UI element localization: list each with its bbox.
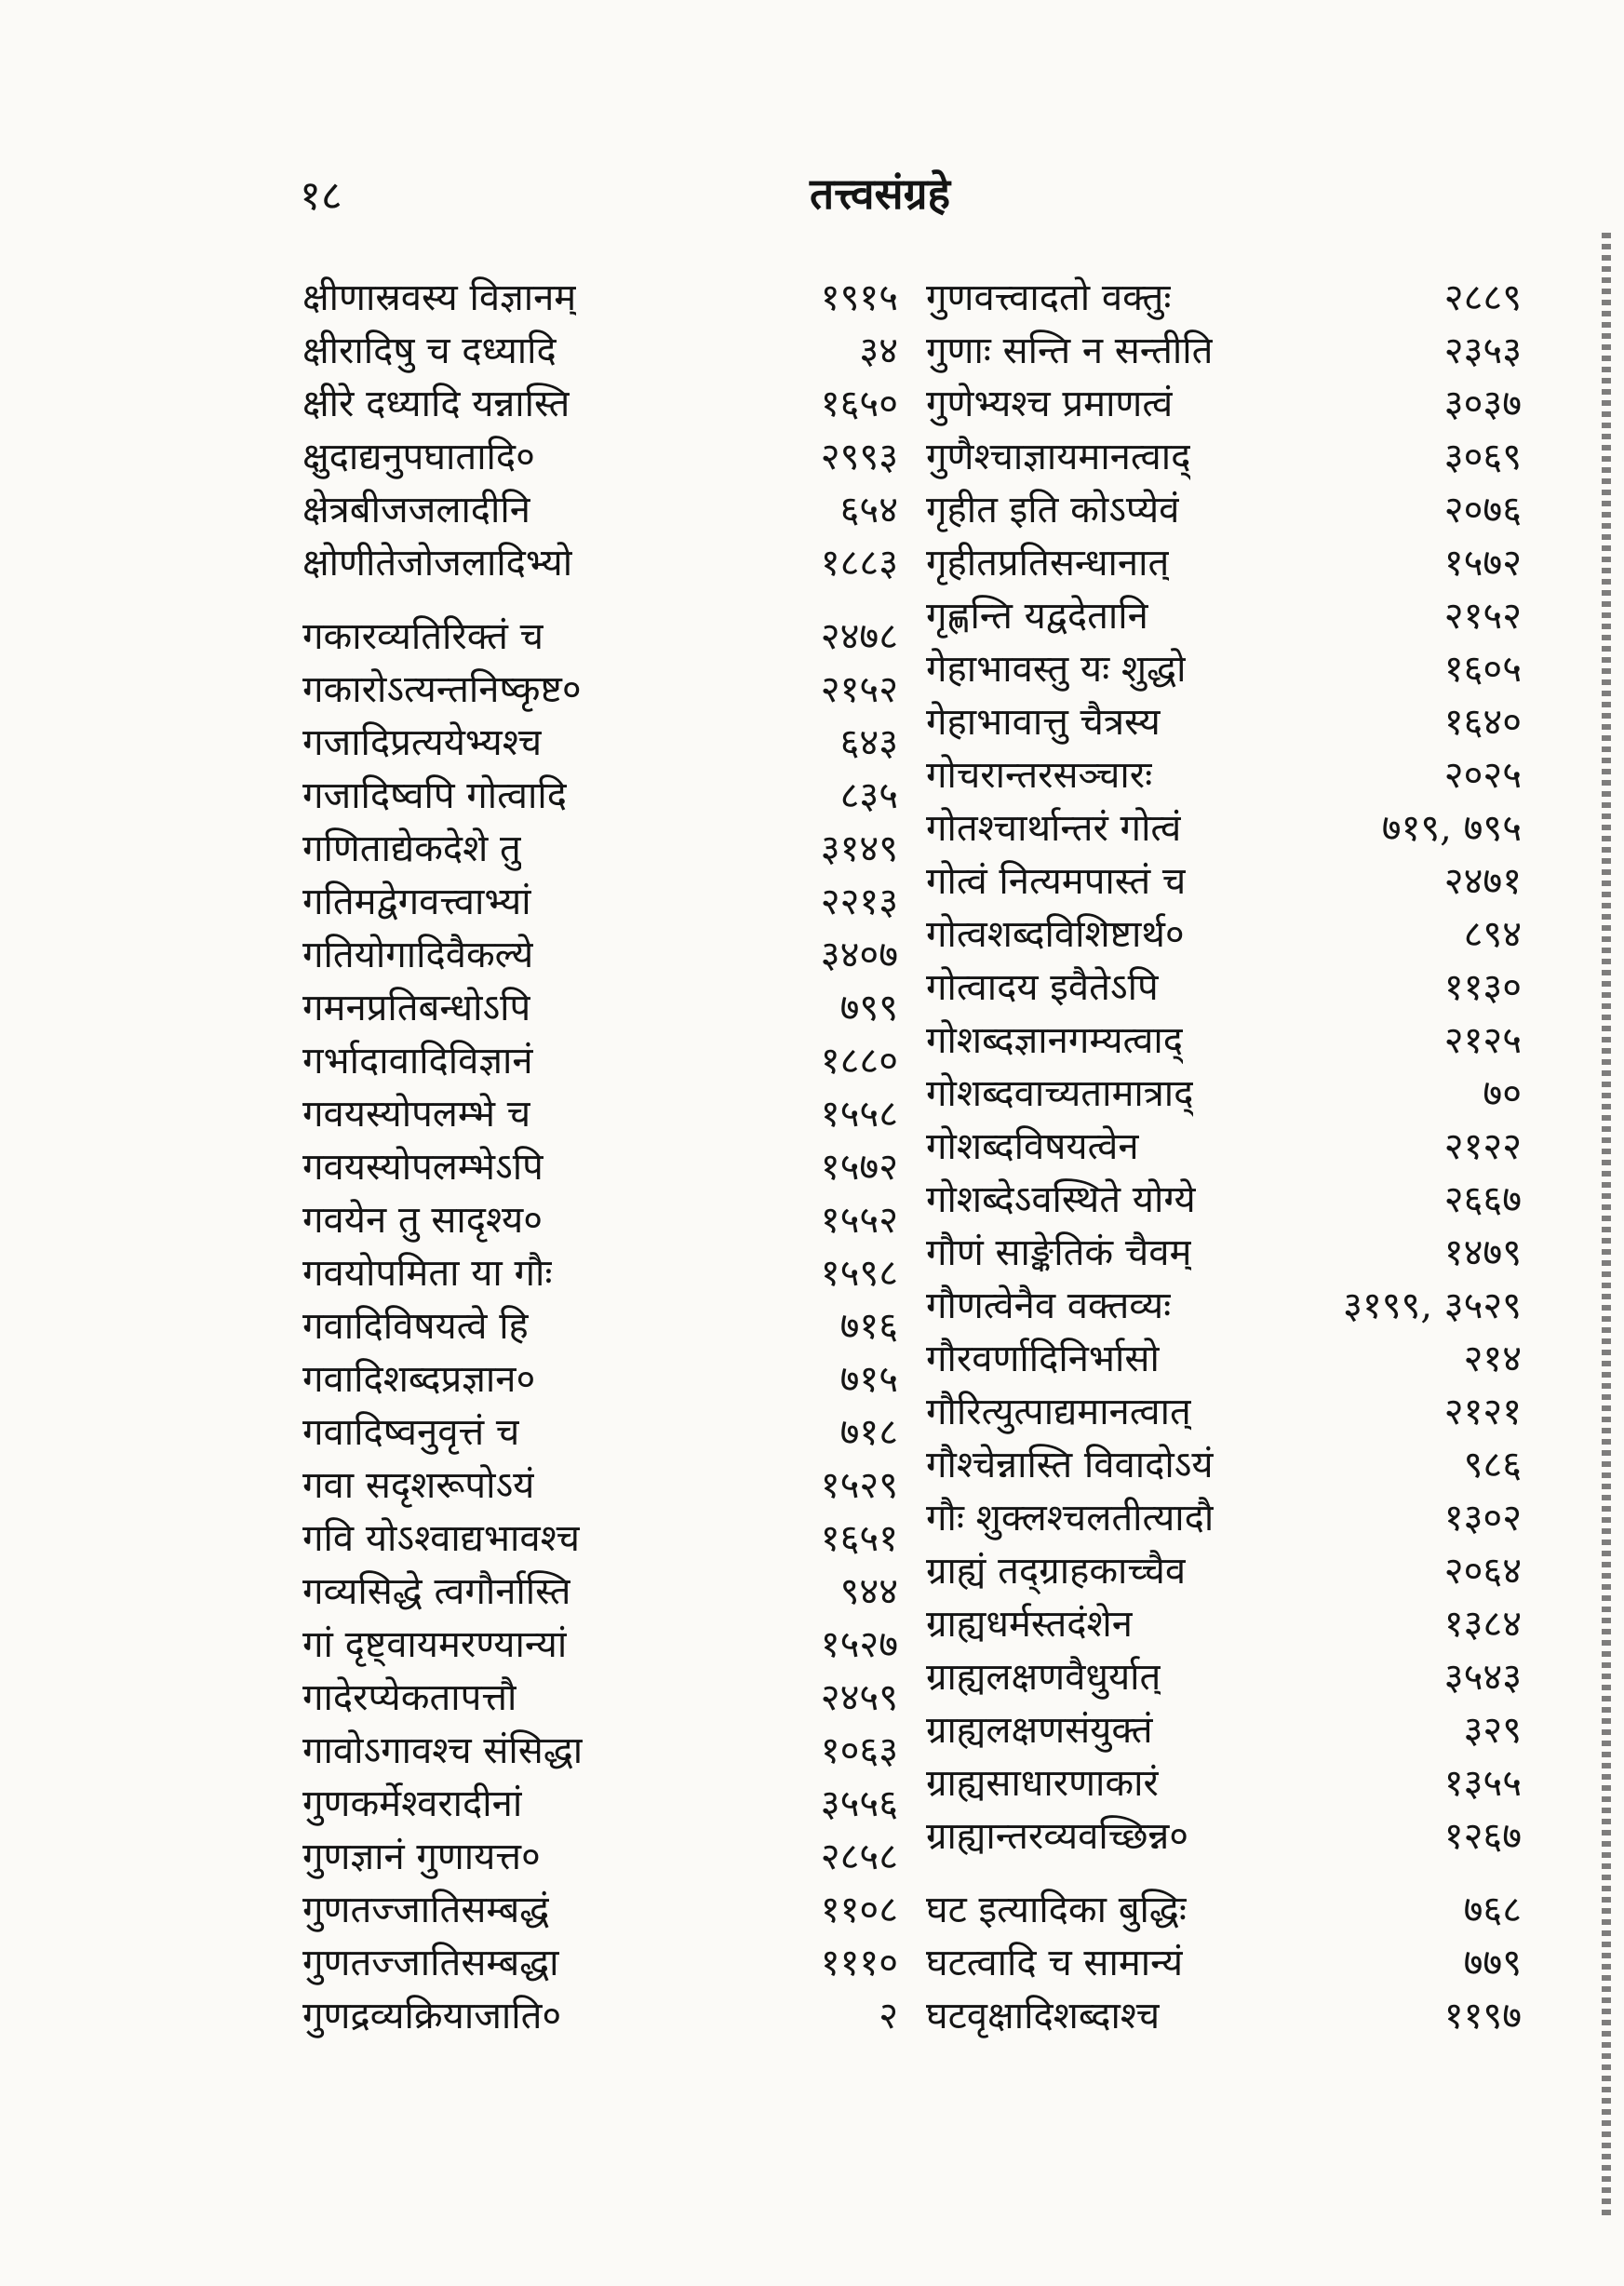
index-entry [302,1406,898,1459]
entry-term: गृहीत इति कोऽप्येवं [926,489,1180,531]
index-entry [926,1884,1522,1937]
entry-term: गोत्वशब्दविशिष्टार्थ० [926,913,1185,956]
entry-term: गवि योऽश्वाद्यभावश्च [302,1517,580,1560]
index-entry [926,855,1522,908]
entry-term: गुणेभ्यश्च प्रमाणत्वं [926,383,1174,425]
entry-term: गर्भादावादिविज्ञानं [302,1040,533,1082]
entry-term: गवादिशब्दप्रज्ञान० [302,1358,536,1401]
index-entry [926,1492,1522,1545]
index-entry [302,325,898,378]
entry-term: क्षेत्रबीजजलादीनि [302,489,530,531]
index-entry [302,929,898,982]
entry-verse-number: ३०६९ [1443,436,1522,478]
entry-verse-number: ३५५६ [820,1782,898,1825]
entry-term: घटत्वादि च सामान्यं [926,1942,1184,1984]
entry-verse-number: २४५९ [820,1676,898,1719]
entry-term: गोचरान्तरसञ्चारः [926,754,1153,797]
index-entry [926,1121,1522,1174]
page-number: १८ [300,172,342,220]
entry-term: गोशब्दविषयत्वेन [926,1125,1139,1168]
entry-term: गौरवर्णादिनिर्भासो [926,1338,1160,1380]
index-entry [302,1831,898,1884]
index-entry [302,982,898,1035]
index-entry [302,611,898,664]
entry-term: गौः शुक्लश्चलतीत्यादौ [926,1497,1215,1540]
entry-verse-number: ९८६ [1463,1444,1522,1486]
entry-verse-number: २१२५ [1443,1019,1522,1062]
entry-verse-number: ६५४ [839,489,898,531]
entry-term: ग्राह्यलक्षणसंयुक्तं [926,1709,1153,1752]
index-entry [926,643,1522,696]
index-entry [926,1545,1522,1598]
entry-verse-number: ७१८ [839,1411,898,1454]
entry-term: गोशब्दज्ञानगम्यत्वाद् [926,1019,1183,1062]
entry-verse-number: १०६३ [820,1729,898,1772]
entry-verse-number: २१२१ [1443,1391,1522,1433]
entry-term: गतिमद्वेगवत्त्वाभ्यां [302,881,531,923]
entry-term: गवयस्योपलम्भे च [302,1093,531,1136]
entry-term: गौणत्वेनैव वक्तव्यः [926,1284,1172,1327]
entry-verse-number: २०६४ [1443,1550,1522,1593]
index-entry [302,1247,898,1300]
entry-term: गोतश्चार्थान्तरं गोत्वं [926,807,1182,850]
index-entry [302,1194,898,1247]
index-entry [302,1672,898,1725]
entry-term: गावोऽगावश्च संसिद्धा [302,1729,584,1772]
entry-verse-number: ३१९९, ३५२९ [1343,1284,1522,1327]
entry-verse-number: ७१९, ७९५ [1381,807,1522,850]
entry-verse-number: ३५४३ [1443,1656,1522,1699]
entry-term: गजादिष्वपि गोत्वादि [302,774,567,817]
index-entry [926,537,1522,590]
index-entry [302,1990,898,2043]
entry-verse-number: ७० [1483,1072,1522,1115]
entry-term: गणिताद्येकदेशे तु [302,827,521,870]
index-entry [926,1015,1522,1068]
index-entry [926,1174,1522,1227]
entry-verse-number: ९४४ [839,1570,898,1613]
index-entry [302,378,898,431]
entry-term: गजादिप्रत्ययेभ्यश्च [302,721,543,764]
entry-term: गवा सदृशरूपोऽयं [302,1464,535,1507]
entry-verse-number: १५५२ [820,1199,898,1242]
entry-term: गमनप्रतिबन्धोऽपि [302,987,531,1029]
entry-verse-number: १८८३ [820,542,898,585]
entry-verse-number: १८८० [820,1040,898,1082]
index-entry [926,1280,1522,1333]
index-entry [926,431,1522,484]
entry-verse-number: ३०३७ [1443,383,1522,425]
index-entry [926,1439,1522,1492]
entry-term: क्षीणास्रवस्य विज्ञानम् [302,276,577,319]
index-entry [302,664,898,717]
entry-verse-number: १५२७ [820,1623,898,1666]
index-entry [302,1725,898,1778]
index-entry [302,1353,898,1406]
index-entry [302,1300,898,1353]
index-entry [302,876,898,929]
entry-verse-number: १५७२ [820,1146,898,1189]
running-head-title: तत्त्वसंग्रहे [810,168,951,219]
index-entry [926,1704,1522,1757]
index-entry [926,272,1522,325]
entry-verse-number: १५५८ [820,1093,898,1136]
entry-verse-number: ८९४ [1463,913,1522,956]
index-entry [926,1757,1522,1810]
entry-term: गां दृष्ट्वायमरण्यान्यां [302,1623,568,1666]
entry-term: गतियोगादिवैकल्ये [302,934,534,976]
index-entry [302,1035,898,1088]
entry-term: गुणतज्जातिसम्बद्धं [302,1889,550,1931]
entry-term: गव्यसिद्धे त्वगौर्नास्ति [302,1570,571,1613]
index-entry [926,1333,1522,1386]
entry-term: ग्राह्यं तद्ग्राहकाच्चैव [926,1550,1187,1593]
entry-verse-number: २६६७ [1443,1178,1522,1221]
index-entry [302,1566,898,1619]
index-entry [302,484,898,537]
entry-term: गवादिविषयत्वे हि [302,1305,529,1348]
index-entry [302,1884,898,1937]
index-entry [302,770,898,823]
entry-term: गृह्णन्ति यद्वदेतानि [926,595,1148,638]
entry-verse-number: २ [879,1995,898,2037]
entry-verse-number: २१५२ [1443,595,1522,638]
entry-term: गेहाभावस्तु यः शुद्धो [926,648,1187,691]
entry-verse-number: ७७९ [1463,1942,1522,1984]
entry-term: गुणकर्मेश्वरादीनां [302,1782,523,1825]
index-entry [926,1227,1522,1280]
index-entry [302,1937,898,1990]
index-column-right [926,272,1522,2043]
entry-verse-number: ३४ [859,329,898,372]
entry-term: घटवृक्षादिशब्दाश्च [926,1995,1161,2037]
entry-term: ग्राह्यलक्षणवैधुर्यात् [926,1656,1161,1699]
index-entry [302,272,898,325]
entry-term: गुणद्रव्यक्रियाजाति० [302,1995,562,2037]
index-group-gu-gra [926,272,1522,1863]
index-entry [302,717,898,770]
entry-term: गुणाः सन्ति न सन्तीति [926,329,1214,372]
index-entry [926,484,1522,537]
entry-term: ग्राह्यधर्मस्तदंशेन [926,1603,1133,1646]
entry-term: गेहाभावात्तु चैत्रस्य [926,701,1161,744]
index-entry [926,961,1522,1015]
entry-term: ग्राह्यान्तरव्यवच्छिन्न० [926,1815,1189,1858]
entry-term: गौश्चेन्नास्ति विवादोऽयं [926,1444,1214,1486]
index-entry [926,325,1522,378]
entry-verse-number: २८८९ [1443,276,1522,319]
entry-verse-number: २०२५ [1443,754,1522,797]
entry-verse-number: ३२९ [1463,1709,1522,1752]
entry-verse-number: ७९९ [839,987,898,1029]
entry-verse-number: २४७८ [820,615,898,658]
index-entry [926,1651,1522,1704]
entry-term: गोशब्दवाच्यतामात्राद् [926,1072,1194,1115]
entry-verse-number: ७१६ [839,1305,898,1348]
entry-verse-number: ११३० [1443,966,1522,1009]
index-entry [302,1459,898,1513]
entry-term: गौणं साङ्केतिकं चैवम् [926,1231,1192,1274]
entry-verse-number: १३०२ [1443,1497,1522,1540]
group-divider [302,590,898,611]
entry-term: गादेरप्येकतापत्तौ [302,1676,517,1719]
entry-term: गृहीतप्रतिसन्धानात् [926,542,1170,585]
entry-term: गोत्वं नित्यमपास्तं च [926,860,1187,903]
entry-verse-number: ६४३ [839,721,898,764]
index-entry [302,1088,898,1141]
entry-verse-number: १५७२ [1443,542,1522,585]
entry-verse-number: १९१५ [820,276,898,319]
entry-verse-number: १६४० [1443,701,1522,744]
index-entry [302,431,898,484]
entry-verse-number: २१५२ [820,668,898,711]
index-entry [926,1937,1522,1990]
entry-verse-number: १२६७ [1443,1815,1522,1858]
entry-verse-number: २१४ [1463,1338,1522,1380]
entry-term: गुणैश्चाज्ञायमानत्वाद् [926,436,1191,478]
index-entry [302,537,898,590]
entry-term: गोत्वादय इवैतेऽपि [926,966,1159,1009]
entry-term: गौरित्युत्पाद्यमानत्वात् [926,1391,1191,1433]
index-entry [926,378,1522,431]
entry-verse-number: १६५१ [820,1517,898,1560]
index-entry [302,823,898,876]
index-entry [302,1619,898,1672]
index-group-ksha [302,272,898,590]
index-group-gha [926,1884,1522,2043]
index-entry [926,696,1522,749]
index-entry [926,1990,1522,2043]
entry-verse-number: १३५५ [1443,1762,1522,1805]
entry-verse-number: ३४०७ [820,934,898,976]
entry-term: गकारव्यतिरिक्तं च [302,615,544,658]
entry-term: गोशब्देऽवस्थिते योग्ये [926,1178,1196,1221]
entry-term: गुणज्ञानं गुणायत्त० [302,1836,541,1878]
entry-verse-number: ११९७ [1443,1995,1522,2037]
index-entry [302,1778,898,1831]
entry-term: क्षीरादिषु च दध्यादि [302,329,557,372]
index-entry [302,1513,898,1566]
entry-verse-number: २०७६ [1443,489,1522,531]
index-entry [926,749,1522,802]
entry-verse-number: २८५८ [820,1836,898,1878]
entry-term: गवयेन तु सादृश्य० [302,1199,544,1242]
entry-verse-number: ३१४९ [820,827,898,870]
entry-verse-number: १६५० [820,383,898,425]
entry-verse-number: १६०५ [1443,648,1522,691]
index-entry [926,1598,1522,1651]
entry-verse-number: १४७९ [1443,1231,1522,1274]
entry-term: गुणवत्त्वादतो वक्तुः [926,276,1172,319]
index-entry [926,590,1522,643]
index-entry [926,908,1522,961]
index-entry [926,1068,1522,1121]
entry-verse-number: २२१३ [820,881,898,923]
entry-term: ग्राह्यसाधारणाकारं [926,1762,1159,1805]
page-edge-binding [1602,233,1611,2215]
entry-verse-number: २३५३ [1443,329,1522,372]
entry-term: गवयस्योपलम्भेऽपि [302,1146,544,1189]
entry-term: क्षीरे दध्यादि यन्नास्ति [302,383,570,425]
entry-verse-number: ११०८ [820,1889,898,1931]
index-entry [926,1386,1522,1439]
entry-verse-number: २१२२ [1443,1125,1522,1168]
entry-term: गुणतज्जातिसम्बद्धा [302,1942,559,1984]
index-entry [926,1810,1522,1863]
entry-term: गवादिष्वनुवृत्तं च [302,1411,520,1454]
group-divider [926,1863,1522,1884]
entry-verse-number: १११० [820,1942,898,1984]
entry-verse-number: १५९८ [820,1252,898,1295]
entry-verse-number: ८३५ [839,774,898,817]
entry-verse-number: ७१५ [839,1358,898,1401]
index-group-ga [302,611,898,2043]
index-entry [302,1141,898,1194]
entry-term: क्षोणीतेजोजलादिभ्यो [302,542,573,585]
entry-verse-number: २९९३ [820,436,898,478]
entry-term: क्षुदाद्यनुपघातादि० [302,436,535,478]
index-entry [926,802,1522,855]
entry-verse-number: १५२९ [820,1464,898,1507]
entry-term: घट इत्यादिका बुद्धिः [926,1889,1187,1931]
entry-term: गकारोऽत्यन्तनिष्कृष्ट० [302,668,582,711]
entry-verse-number: १३८४ [1443,1603,1522,1646]
entry-verse-number: २४७१ [1443,860,1522,903]
index-column-left [302,272,898,2043]
entry-term: गवयोपमिता या गौः [302,1252,553,1295]
entry-verse-number: ७६८ [1463,1889,1522,1931]
